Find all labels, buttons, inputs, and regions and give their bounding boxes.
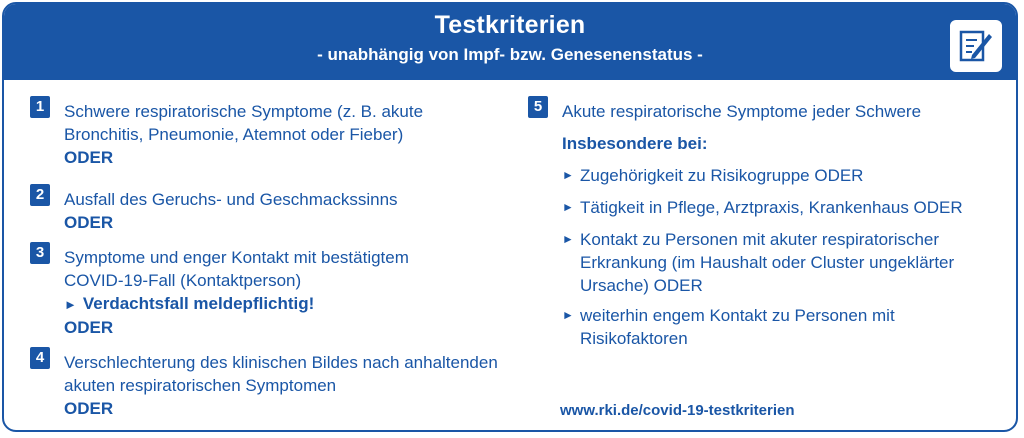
bullet-4-line-2: Risikofaktoren — [580, 329, 688, 348]
criterion-5 — [562, 100, 1002, 123]
criterion-3-line-2: COVID-19-Fall (Kontaktperson) — [64, 271, 302, 290]
criterion-4-line-2: akuten respiratorischen Symptomen — [64, 376, 337, 395]
criterion-4-line-1: Verschlechterung des klinischen Bildes nach anhaltenden — [64, 353, 498, 372]
criterion-3-connector: ODER — [64, 318, 114, 337]
criterion-3-number: 3 — [30, 242, 50, 264]
header-banner — [4, 4, 1016, 80]
footer-url-link[interactable]: www.rki.de/covid-19-testkriterien — [560, 402, 795, 419]
criterion-2-number: 2 — [30, 184, 50, 206]
criterion-4-number: 4 — [30, 347, 50, 369]
triangle-bullet-icon: ► — [562, 232, 574, 246]
criterion-3-line-1: Symptome und enger Kontakt mit bestätigtem — [64, 248, 409, 267]
criterion-1 — [64, 100, 524, 169]
bullet-2-line-1: Tätigkeit in Pflege, Arztpraxis, Krankenhaus ODER — [580, 198, 963, 217]
criterion-1-line-2: Bronchitis, Pneumonie, Atemnot oder Fieber) — [64, 125, 404, 144]
criterion-4-connector: ODER — [64, 399, 114, 418]
bullet-3-line-1: Kontakt zu Personen mit akuter respiratorischer — [580, 230, 940, 249]
criterion-3-note — [64, 292, 524, 316]
criterion-2 — [64, 188, 524, 234]
bullet-1-line-1: Zugehörigkeit zu Risikogruppe ODER — [580, 166, 864, 185]
triangle-bullet-icon: ► — [562, 200, 574, 214]
especially-heading: Insbesondere bei: — [562, 134, 708, 153]
page-subtitle: - unabhängig von Impf- bzw. Genesenenstatus - — [317, 45, 703, 64]
bullet-3-line-2: Erkrankung (im Haushalt oder Cluster ungeklärter — [580, 253, 955, 272]
triangle-bullet-icon: ► — [562, 308, 574, 322]
checklist-pen-icon — [948, 18, 1004, 74]
testkriterien-card — [2, 2, 1018, 432]
page-title: Testkriterien — [434, 11, 586, 39]
bullet-3-line-3: Ursache) ODER — [580, 276, 703, 295]
criterion-3 — [64, 246, 524, 339]
criterion-4 — [64, 351, 534, 420]
arrow-right-icon: ► — [64, 297, 77, 312]
criterion-2-line-1: Ausfall des Geruchs- und Geschmackssinns — [64, 190, 398, 209]
triangle-bullet-icon: ► — [562, 168, 574, 182]
criterion-2-connector: ODER — [64, 213, 114, 232]
criterion-1-connector: ODER — [64, 148, 114, 167]
criterion-1-number: 1 — [30, 96, 50, 118]
bullet-4-line-1: weiterhin engem Kontakt zu Personen mit — [580, 306, 895, 325]
criterion-5-line-1: Akute respiratorische Symptome jeder Schwere — [562, 102, 922, 121]
criterion-3-note-text: Verdachtsfall meldepflichtig! — [82, 294, 315, 313]
criterion-5-number: 5 — [528, 96, 548, 118]
criterion-1-line-1: Schwere respiratorische Symptome (z. B. akute — [64, 102, 424, 121]
